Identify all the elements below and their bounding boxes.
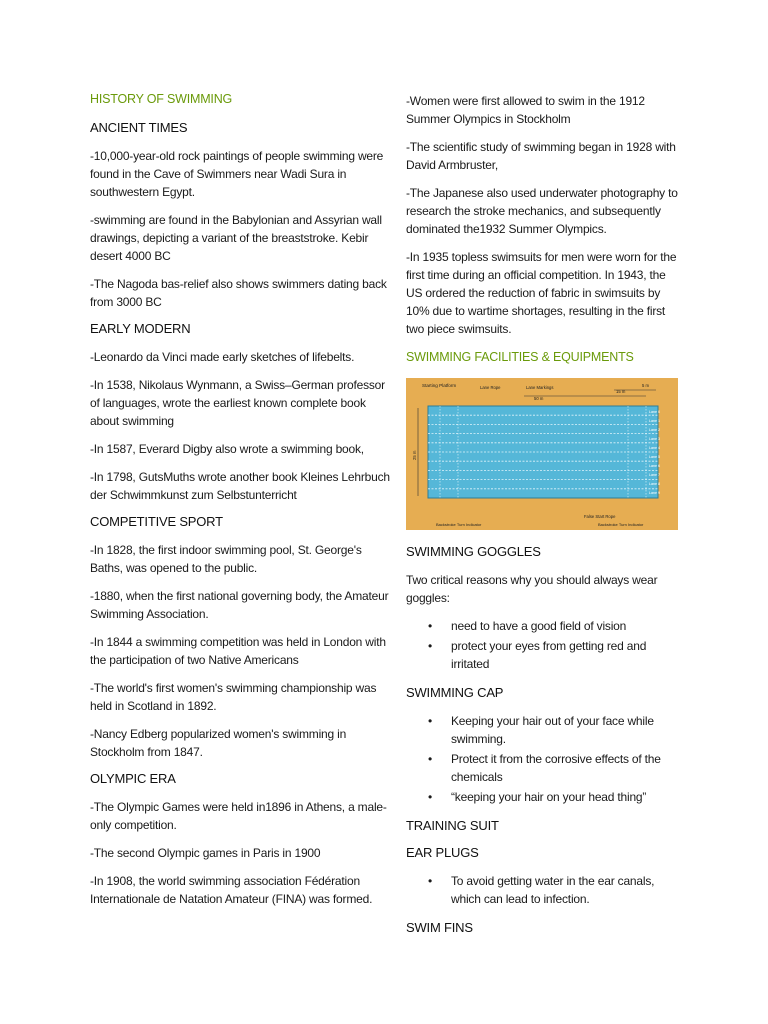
label-backstroke-right: Backstroke Turn Indicator: [598, 522, 644, 527]
paragraph: -10,000-year-old rock paintings of people swimming were found in the Cave of Swimmers near Wadi Sura in southwestern Egypt.: [90, 149, 384, 199]
document-title: HISTORY OF SWIMMING: [90, 92, 233, 106]
paragraph: -The Japanese also used underwater photography to research the stroke mechanics, and subsequently dominated the1932 Summer Olympics.: [406, 186, 678, 236]
lane-label: Lane 4: [649, 446, 660, 450]
section-heading: OLYMPIC ERA: [90, 771, 176, 786]
label-false-start: False Start Rope: [584, 514, 616, 519]
section-heading-training-suit: TRAINING SUIT: [406, 818, 499, 833]
list-item: • To avoid getting water in the ear canals, which can lead to infection.: [406, 872, 678, 908]
section-heading: EARLY MODERN: [90, 321, 191, 336]
facilities-title: SWIMMING FACILITIES & EQUIPMENTS: [406, 350, 634, 364]
section-olympic-era: [90, 771, 390, 908]
paragraph: -The Olympic Games were held in1896 in Athens, a male-only competition.: [90, 800, 387, 832]
label-lane-markings: Lane Markings: [526, 385, 554, 390]
paragraph: -The second Olympic games in Paris in 1900: [90, 846, 321, 860]
section-competitive-sport: [90, 514, 390, 761]
paragraph: -In 1538, Nikolaus Wynmann, a Swiss–German professor of languages, wrote the earliest known complete book about swimming: [90, 378, 385, 428]
label-5m: 5 m: [642, 383, 649, 388]
cap-list: [406, 712, 678, 806]
paragraph: -In 1798, GutsMuths wrote another book Kleines Lehrbuch der Schwimmkunst zum Selbstunterricht: [90, 470, 390, 502]
section-heading-cap: SWIMMING CAP: [406, 685, 504, 700]
paragraph: -In 1935 topless swimsuits for men were worn for the first time during an official competition. In 1943, the US ordered the reduction of fabric in swimsuits by 10% due to wartime shortages, resulting in the first two piece swimsuits.: [406, 250, 677, 336]
paragraph: -1880, when the first national governing body, the Amateur Swimming Association.: [90, 589, 389, 621]
paragraph: -The scientific study of swimming began in 1928 with David Armbruster,: [406, 140, 676, 172]
lane-label: Lane 6: [649, 464, 660, 468]
pool-water: [428, 406, 658, 498]
label-lane-rope: Lane Rope: [480, 385, 501, 390]
list-item: • Protect it from the corrosive effects of the chemicals: [406, 750, 678, 786]
section-ancient-times: [90, 120, 390, 311]
left-column: [90, 92, 390, 918]
section-heading: ANCIENT TIMES: [90, 120, 188, 135]
list-item: • protect your eyes from getting red and irritated: [406, 637, 678, 673]
paragraph: -The Nagoda bas-relief also shows swimmers dating back from 3000 BC: [90, 277, 387, 309]
pool-diagram: [406, 378, 678, 530]
lane-label: Lane 2: [649, 428, 660, 432]
paragraph: -swimming are found in the Babylonian and Assyrian wall drawings, depicting a variant of the breaststroke. Kebir desert 4000 BC: [90, 213, 382, 263]
lane-label: Lane 9: [649, 491, 660, 495]
paragraph: -Leonardo da Vinci made early sketches of lifebelts.: [90, 350, 355, 364]
section-heading-swim-fins: SWIM FINS: [406, 920, 473, 935]
lane-label: Lane 8: [649, 482, 660, 486]
label-starting-platform: Starting Platform: [422, 383, 457, 388]
label-backstroke-left: Backstroke Turn Indicator: [436, 522, 482, 527]
label-15m: 15 m: [616, 389, 626, 394]
list-item: • need to have a good field of vision: [406, 617, 678, 635]
label-50m: 50 m: [534, 396, 544, 401]
list-item: • Keeping your hair out of your face while swimming.: [406, 712, 678, 748]
earplugs-list: [406, 872, 678, 908]
paragraph: Two critical reasons why you should always wear goggles:: [406, 573, 658, 605]
label-25m: 25 m: [412, 450, 417, 460]
lane-label: Lane 0: [649, 410, 660, 414]
paragraph: -In 1587, Everard Digby also wrote a swimming book,: [90, 442, 364, 456]
section-heading-ear-plugs: EAR PLUGS: [406, 845, 479, 860]
paragraph: -Women were first allowed to swim in the 1912 Summer Olympics in Stockholm: [406, 94, 645, 126]
paragraph: -In 1844 a swimming competition was held in London with the participation of two Native Americans: [90, 635, 386, 667]
section-early-modern: [90, 321, 390, 504]
right-column: [406, 92, 678, 947]
paragraph: -In 1908, the world swimming association Fédération Internationale de Natation Amateur (FINA) was formed.: [90, 874, 373, 906]
lane-label: Lane 1: [649, 419, 660, 423]
paragraph: -Nancy Edberg popularized women's swimming in Stockholm from 1847.: [90, 727, 347, 759]
lane-label: Lane 3: [649, 437, 660, 441]
paragraph: -In 1828, the first indoor swimming pool, St. George's Baths, was opened to the public.: [90, 543, 362, 575]
lane-label: Lane 7: [649, 473, 660, 477]
paragraph: -The world's first women's swimming championship was held in Scotland in 1892.: [90, 681, 377, 713]
lane-label: Lane 5: [649, 455, 660, 459]
goggles-list: [406, 617, 678, 673]
list-item: • “keeping your hair on your head thing”: [406, 788, 678, 806]
pool-diagram-svg: [406, 378, 678, 530]
section-heading-goggles: SWIMMING GOGGLES: [406, 544, 541, 559]
section-heading: COMPETITIVE SPORT: [90, 514, 223, 529]
